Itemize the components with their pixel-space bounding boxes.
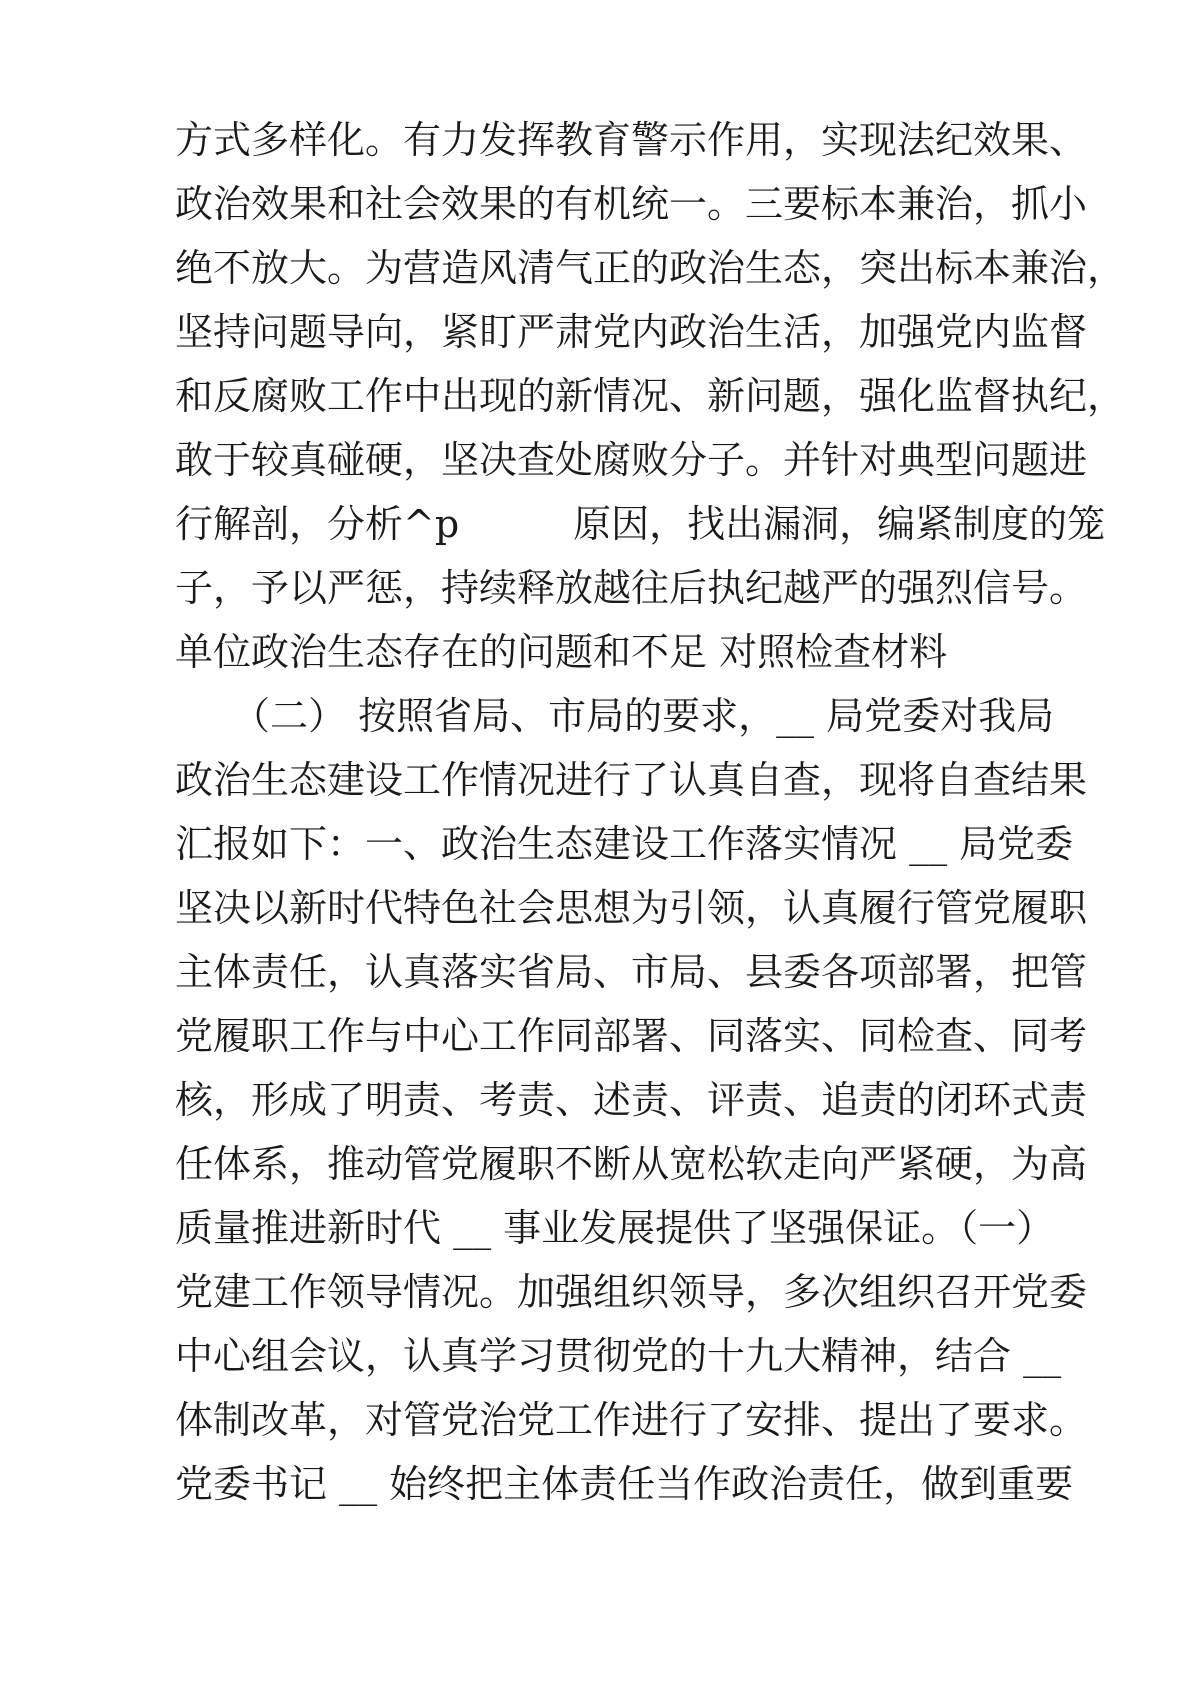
text-line: 体制改革，对管党治党工作进行了安排、提出了要求。 — [175, 1398, 1088, 1442]
section-heading-line: 单位政治生态存在的问题和不足 对照检查材料 — [175, 630, 948, 674]
text-line: 任体系，推动管党履职不断从宽松软走向严紧硬，为高 — [175, 1142, 1088, 1186]
text-line: 行解剖，分析^p 原因，找出漏洞，编紧制度的笼 — [175, 502, 1106, 546]
text-line: 子，予以严惩，持续释放越往后执纪越严的强烈信号。 — [175, 566, 1088, 610]
body-text — [175, 108, 1126, 1516]
text-line: 党委书记 __ 始终把主体责任当作政治责任，做到重要 — [175, 1462, 1074, 1506]
text-line: 政治效果和社会效果的有机统一。三要标本兼治，抓小 — [175, 182, 1088, 226]
text-line: 坚决以新时代特色社会思想为引领，认真履行管党履职 — [175, 886, 1088, 930]
text-line: 政治生态建设工作情况进行了认真自查，现将自查结果 — [175, 758, 1088, 802]
text-line: 敢于较真碰硬，坚决查处腐败分子。并针对典型问题进 — [175, 438, 1088, 482]
text-line: 质量推进新时代 __ 事业发展提供了坚强保证。（一） — [175, 1206, 1055, 1250]
text-line: 和反腐败工作中出现的新情况、新问题，强化监督执纪， — [175, 374, 1126, 418]
text-line: 坚持问题导向，紧盯严肃党内政治生活，加强党内监督 — [175, 310, 1088, 354]
text-line: 中心组会议，认真学习贯彻党的十九大精神，结合 __ — [175, 1334, 1062, 1378]
text-line: 绝不放大。为营造风清气正的政治生态，突出标本兼治， — [175, 246, 1126, 290]
text-line: 主体责任，认真落实省局、市局、县委各项部署，把管 — [175, 950, 1088, 994]
text-line: 核，形成了明责、考责、述责、评责、追责的闭环式责 — [175, 1078, 1088, 1122]
text-line: 党履职工作与中心工作同部署、同落实、同检查、同考 — [175, 1014, 1088, 1058]
text-line: 方式多样化。有力发挥教育警示作用，实现法纪效果、 — [175, 118, 1088, 162]
text-line: 汇报如下：一、政治生态建设工作落实情况 __ 局党委 — [175, 822, 1074, 866]
text-line: （二） 按照省局、市局的要求，__ 局党委对我局 — [175, 694, 1055, 738]
text-line: 党建工作领导情况。加强组织领导，多次组织召开党委 — [175, 1270, 1088, 1314]
